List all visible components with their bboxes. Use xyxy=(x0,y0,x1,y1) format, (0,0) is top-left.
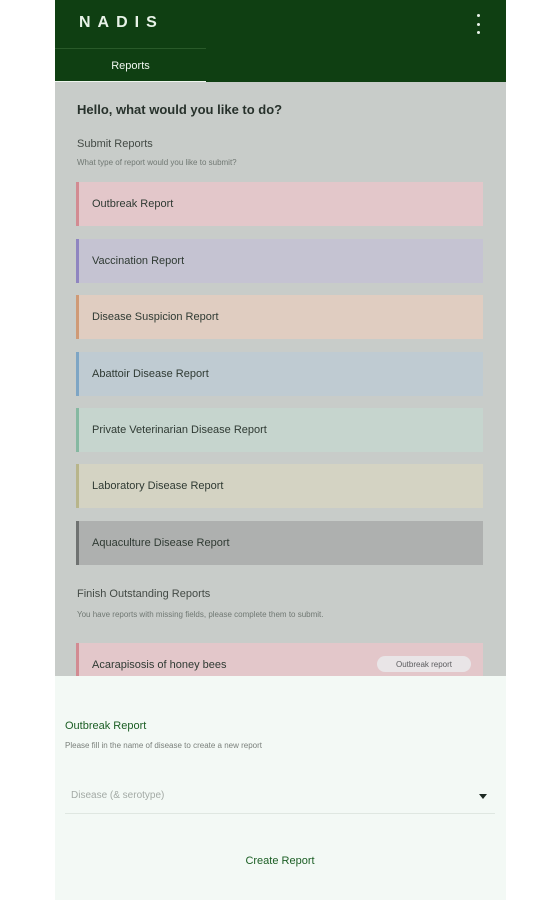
laboratory-disease-report-button[interactable] xyxy=(76,464,483,508)
report-button-label: Aquaculture Disease Report xyxy=(92,537,230,549)
create-report-button[interactable]: Create Report xyxy=(245,855,315,867)
new-report-bottom-sheet xyxy=(55,676,506,900)
report-button-label: Vaccination Report xyxy=(92,255,185,267)
brand-logo: NADIS xyxy=(79,14,164,31)
overflow-menu-icon[interactable] xyxy=(472,14,484,34)
dropdown-arrow-icon[interactable] xyxy=(479,794,487,799)
disease-suspicion-report-button[interactable] xyxy=(76,295,483,339)
greeting: Hello, what would you like to do? xyxy=(77,102,283,117)
sheet-title: Outbreak Report xyxy=(65,720,147,732)
app-bar xyxy=(55,0,506,82)
submit-section-title: Submit Reports xyxy=(77,138,153,150)
disease-select-placeholder: Disease (& serotype) xyxy=(71,790,165,801)
report-button-label: Outbreak Report xyxy=(92,198,174,210)
submit-section-subtitle: What type of report would you like to submit? xyxy=(77,158,237,167)
disease-select[interactable] xyxy=(65,780,495,814)
vaccination-report-button[interactable] xyxy=(76,239,483,283)
private-vet-disease-report-button[interactable] xyxy=(76,408,483,452)
report-button-label: Laboratory Disease Report xyxy=(92,480,224,492)
outbreak-report-button[interactable] xyxy=(76,182,483,226)
tab-reports[interactable] xyxy=(55,48,206,83)
outstanding-section-subtitle: You have reports with missing fields, please complete them to submit. xyxy=(77,610,324,619)
abattoir-disease-report-button[interactable] xyxy=(76,352,483,396)
reports-content xyxy=(55,82,506,676)
app-screen xyxy=(55,0,506,900)
sheet-subtitle: Please fill in the name of disease to create a new report xyxy=(65,741,262,750)
outstanding-report-label: Acarapisosis of honey bees xyxy=(92,659,227,671)
report-button-label: Abattoir Disease Report xyxy=(92,368,209,380)
aquaculture-disease-report-button[interactable] xyxy=(76,521,483,565)
report-button-label: Disease Suspicion Report xyxy=(92,311,219,323)
tab-reports-label: Reports xyxy=(111,60,150,72)
outstanding-section-title: Finish Outstanding Reports xyxy=(77,588,211,600)
report-button-label: Private Veterinarian Disease Report xyxy=(92,424,267,436)
report-type-badge: Outbreak report xyxy=(377,656,471,672)
